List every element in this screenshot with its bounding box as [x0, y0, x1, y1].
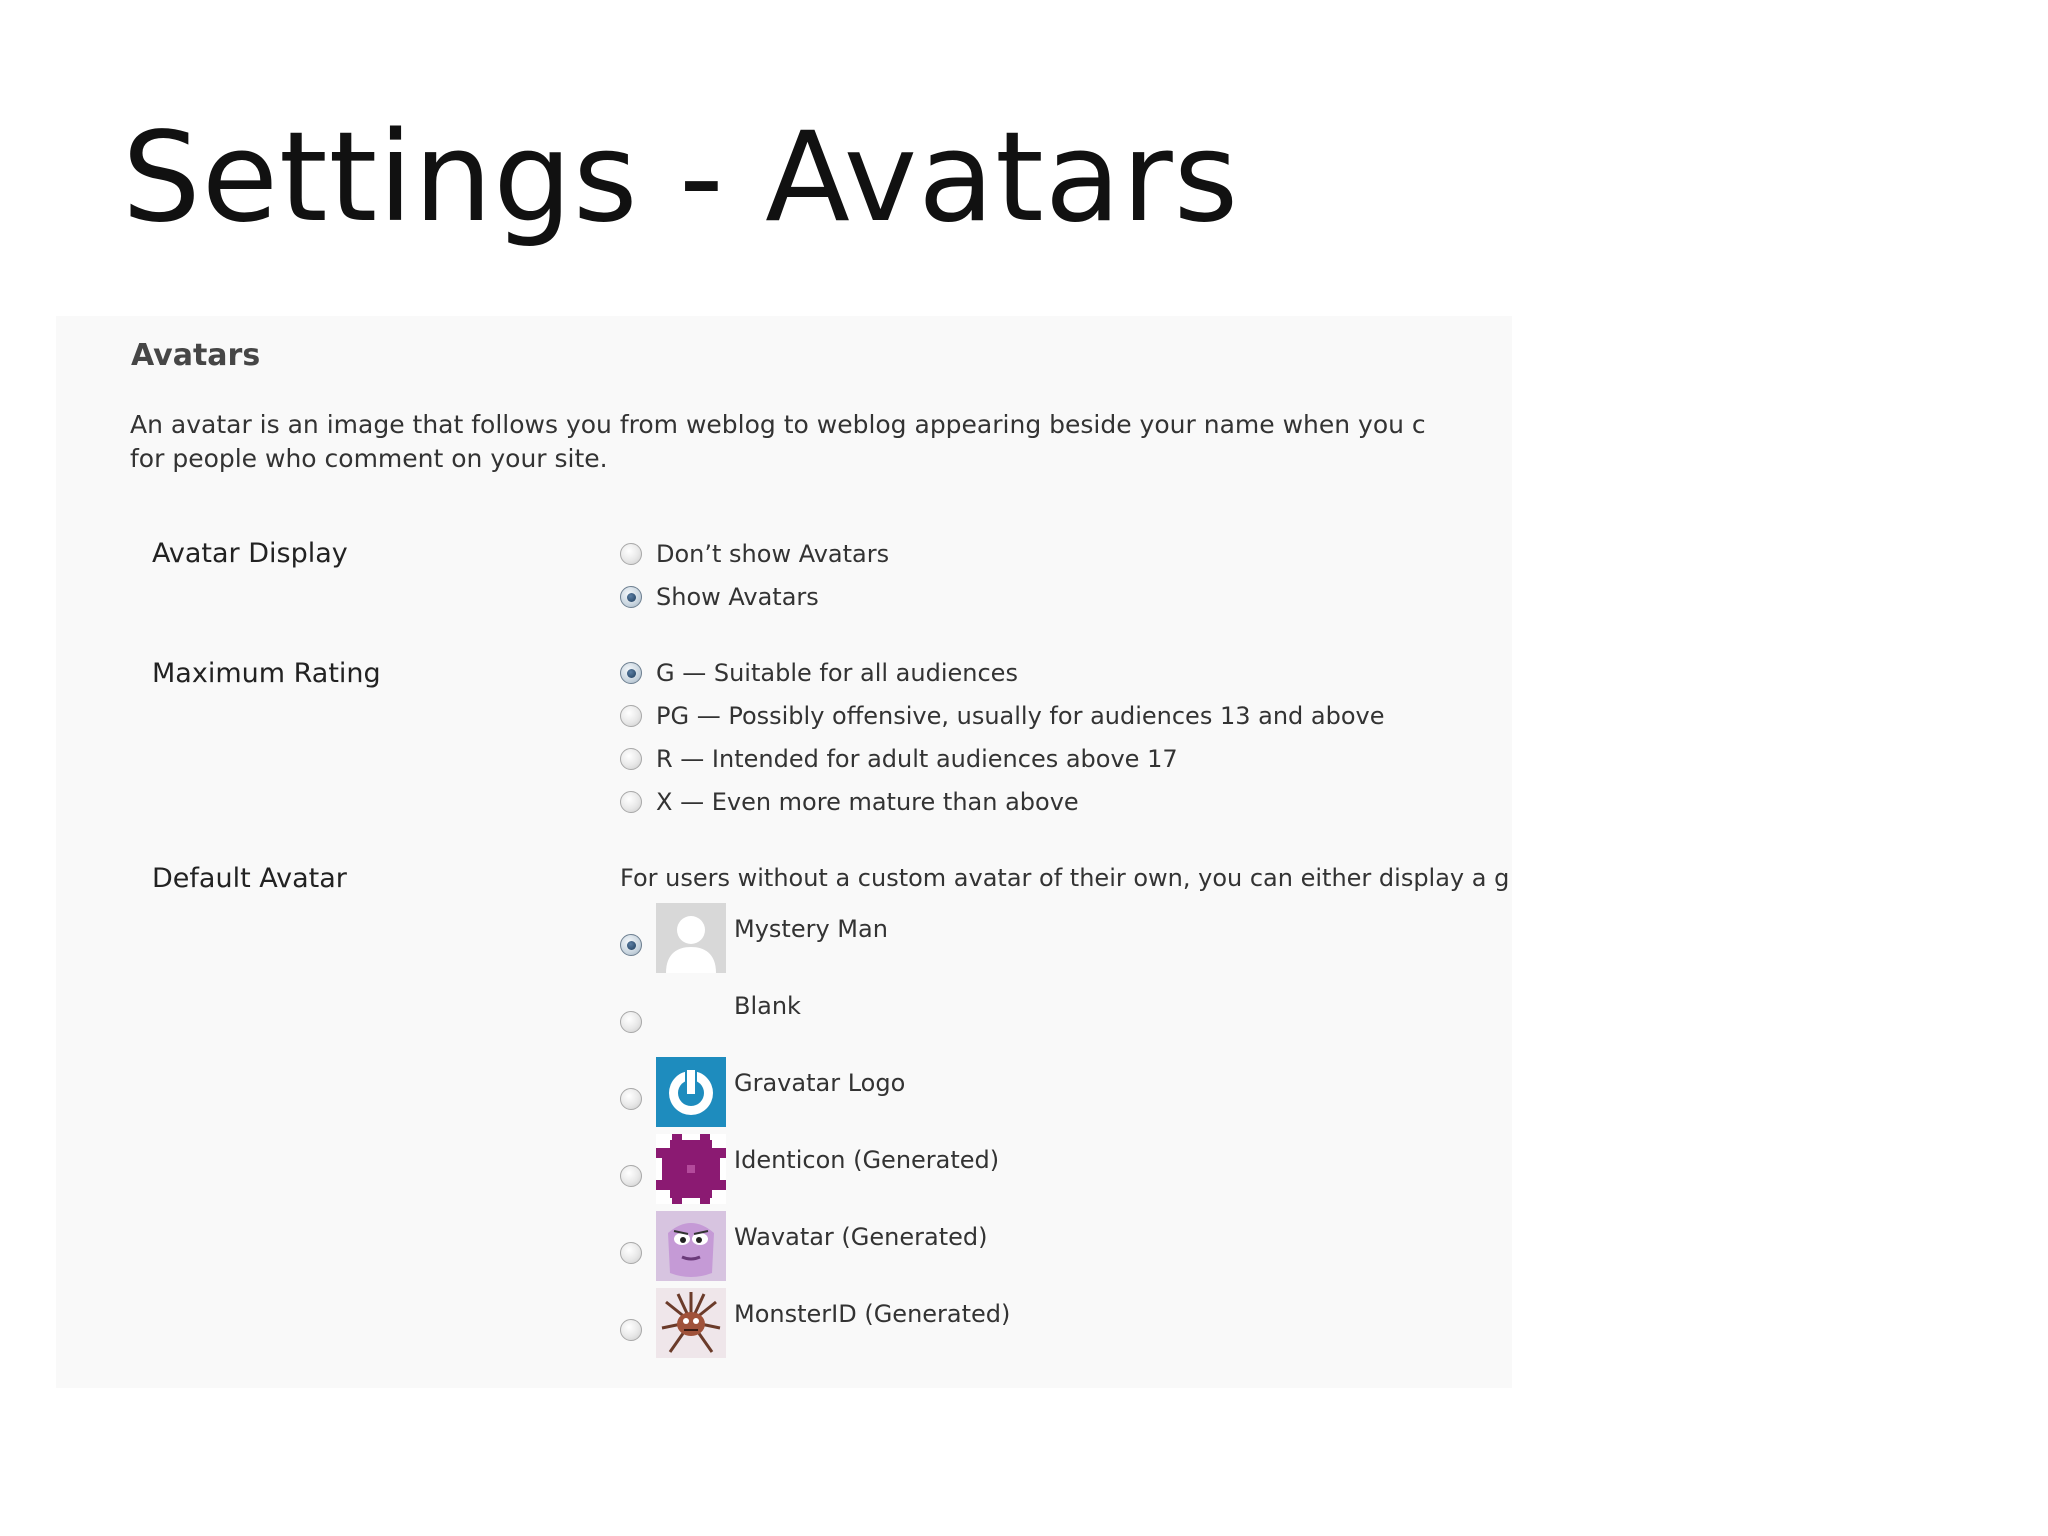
- radio-avatar-wavatar[interactable]: [620, 1211, 987, 1281]
- radio-dot: [627, 593, 636, 602]
- radio-rating-x[interactable]: [620, 788, 1079, 816]
- option-label: G — Suitable for all audiences: [656, 659, 1018, 687]
- option-label: Wavatar (Generated): [734, 1223, 988, 1251]
- radio-button[interactable]: [620, 1011, 642, 1033]
- avatars-settings-screenshot: [56, 316, 1512, 1388]
- option-label: Show Avatars: [656, 583, 819, 611]
- radio-show-avatars[interactable]: [620, 583, 819, 611]
- radio-rating-g[interactable]: [620, 659, 1018, 687]
- monsterid-avatar-icon: [656, 1288, 726, 1358]
- mystery-man-avatar-icon: [656, 903, 726, 973]
- default-avatar-description: For users without a custom avatar of their own, you can either display a g: [620, 864, 1510, 892]
- radio-avatar-gravatar-logo[interactable]: [620, 1057, 905, 1127]
- radio-button[interactable]: [620, 1165, 642, 1187]
- radio-button-checked[interactable]: [620, 586, 642, 608]
- option-label: Mystery Man: [734, 915, 888, 943]
- radio-dot: [627, 669, 636, 678]
- description-line-2: for people who comment on your site.: [130, 444, 608, 473]
- radio-button[interactable]: [620, 748, 642, 770]
- radio-rating-pg[interactable]: [620, 702, 1385, 730]
- blank-avatar-icon: [656, 980, 726, 1050]
- identicon-avatar-icon: [656, 1134, 726, 1204]
- radio-dot: [627, 941, 636, 950]
- radio-avatar-identicon[interactable]: [620, 1134, 999, 1204]
- option-label: Gravatar Logo: [734, 1069, 906, 1097]
- option-label: Blank: [734, 992, 801, 1020]
- maximum-rating-label: Maximum Rating: [152, 658, 381, 689]
- avatar-display-label: Avatar Display: [152, 538, 348, 569]
- radio-button[interactable]: [620, 1319, 642, 1341]
- radio-dont-show-avatars[interactable]: [620, 540, 889, 568]
- radio-rating-r[interactable]: [620, 745, 1178, 773]
- radio-button-checked[interactable]: [620, 662, 642, 684]
- option-label: Identicon (Generated): [734, 1146, 1000, 1174]
- option-label: Don’t show Avatars: [656, 540, 890, 568]
- default-avatar-label: Default Avatar: [152, 863, 347, 894]
- radio-button[interactable]: [620, 1088, 642, 1110]
- radio-button-checked[interactable]: [620, 934, 642, 956]
- wavatar-avatar-icon: [656, 1211, 726, 1281]
- option-label: R — Intended for adult audiences above 17: [656, 745, 1178, 773]
- radio-avatar-blank[interactable]: [620, 980, 801, 1050]
- option-label: MonsterID (Generated): [734, 1300, 1011, 1328]
- avatars-description: [130, 408, 1426, 476]
- section-title: Avatars: [131, 338, 261, 373]
- radio-button[interactable]: [620, 791, 642, 813]
- option-label: PG — Possibly offensive, usually for audiences 13 and above: [656, 702, 1385, 730]
- gravatar-logo-icon: [656, 1057, 726, 1127]
- radio-avatar-mystery-man[interactable]: [620, 903, 888, 973]
- option-label: X — Even more mature than above: [656, 788, 1079, 816]
- radio-avatar-monsterid[interactable]: [620, 1288, 1010, 1358]
- slide-title: Settings - Avatars: [122, 106, 1240, 250]
- description-line-1: An avatar is an image that follows you from weblog to weblog appearing beside your name when you c: [130, 410, 1426, 439]
- radio-button[interactable]: [620, 543, 642, 565]
- radio-button[interactable]: [620, 705, 642, 727]
- radio-button[interactable]: [620, 1242, 642, 1264]
